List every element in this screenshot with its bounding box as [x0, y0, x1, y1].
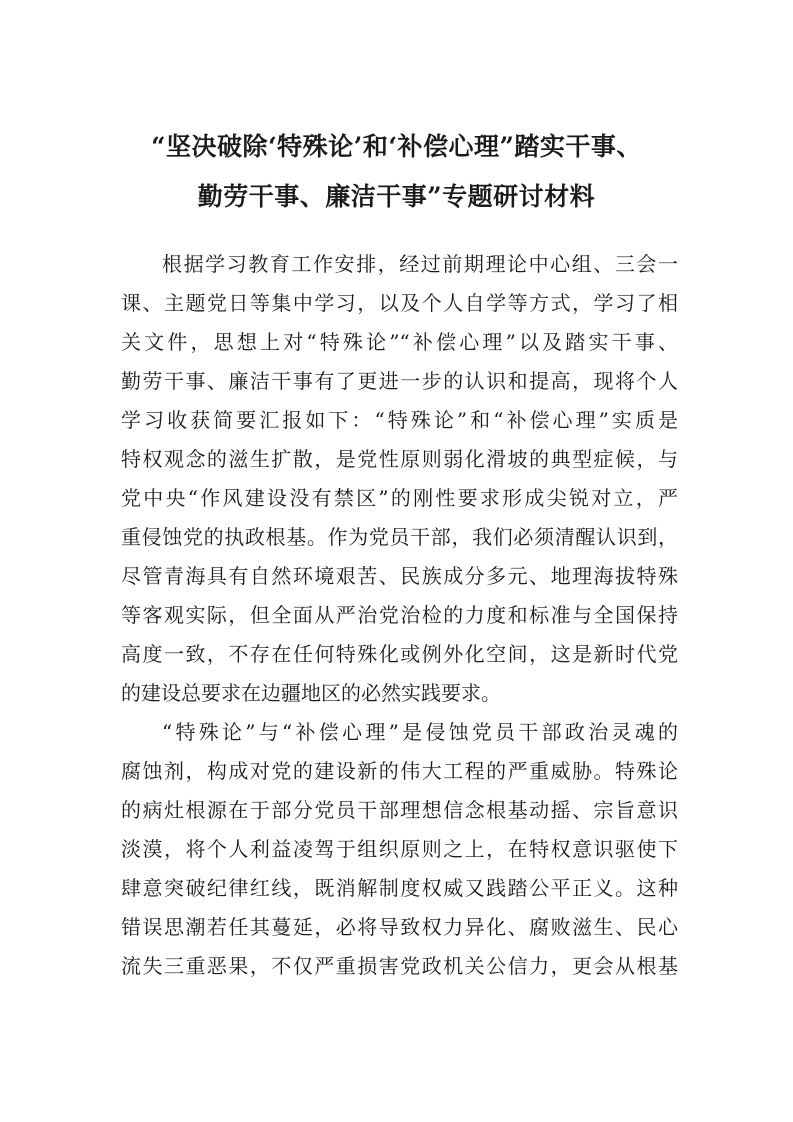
paragraph-line: 勤劳干事、廉洁干事有了更进一步的认识和提高，现将个人 [121, 369, 678, 393]
paragraph-line: 肆意突破纪律红线，既消解制度权威又践踏公平正义。这种 [121, 876, 678, 900]
paragraph-line: 特权观念的滋生扩散，是党性原则弱化滑坡的典型症候，与 [121, 447, 678, 471]
paragraph-line: 高度一致，不存在任何特殊化或例外化空间，这是新时代党 [121, 642, 678, 666]
paragraph-line: “特殊论”与“补偿心理”是侵蚀党员干部政治灵魂的 [162, 720, 678, 744]
paragraph-line: 学习收获简要汇报如下：“特殊论”和“补偿心理”实质是 [121, 408, 678, 432]
paragraph-line: 淡漠，将个人利益凌驾于组织原则之上，在特权意识驱使下 [121, 837, 678, 861]
paragraph-line: 党中央“作风建设没有禁区”的刚性要求形成尖锐对立，严 [121, 486, 678, 510]
paragraph-line: 流失三重恶果，不仅严重损害党政机关公信力，更会从根基 [121, 954, 678, 978]
paragraph-line: 腐蚀剂，构成对党的建设新的伟大工程的严重威胁。特殊论 [121, 759, 678, 783]
paragraph-line: 等客观实际，但全面从严治党治检的力度和标准与全国保持 [121, 603, 678, 627]
document-title-line-2: 勤劳干事、廉洁干事”专题研讨材料 [197, 182, 596, 211]
paragraph-line: 的病灶根源在于部分党员干部理想信念根基动摇、宗旨意识 [121, 798, 678, 822]
paragraph-line: 重侵蚀党的执政根基。作为党员干部，我们必须清醒认识到， [121, 525, 678, 549]
paragraph-line: 的建设总要求在边疆地区的必然实践要求。 [121, 681, 501, 705]
paragraph-line: 关文件，思想上对“特殊论”“补偿心理”以及踏实干事、 [121, 330, 678, 354]
paragraph-line: 错误思潮若任其蔓延，必将导致权力异化、腐败滋生、民心 [121, 915, 678, 939]
document-title-line-1: “坚决破除‘特殊论’和‘补偿心理”踏实干事、 [151, 132, 642, 161]
paragraph-line: 根据学习教育工作安排，经过前期理论中心组、三会一 [162, 252, 678, 276]
paragraph-line: 课、主题党日等集中学习，以及个人自学等方式，学习了相 [121, 291, 678, 315]
paragraph-line: 尽管青海具有自然环境艰苦、民族成分多元、地理海拔特殊 [121, 564, 678, 588]
